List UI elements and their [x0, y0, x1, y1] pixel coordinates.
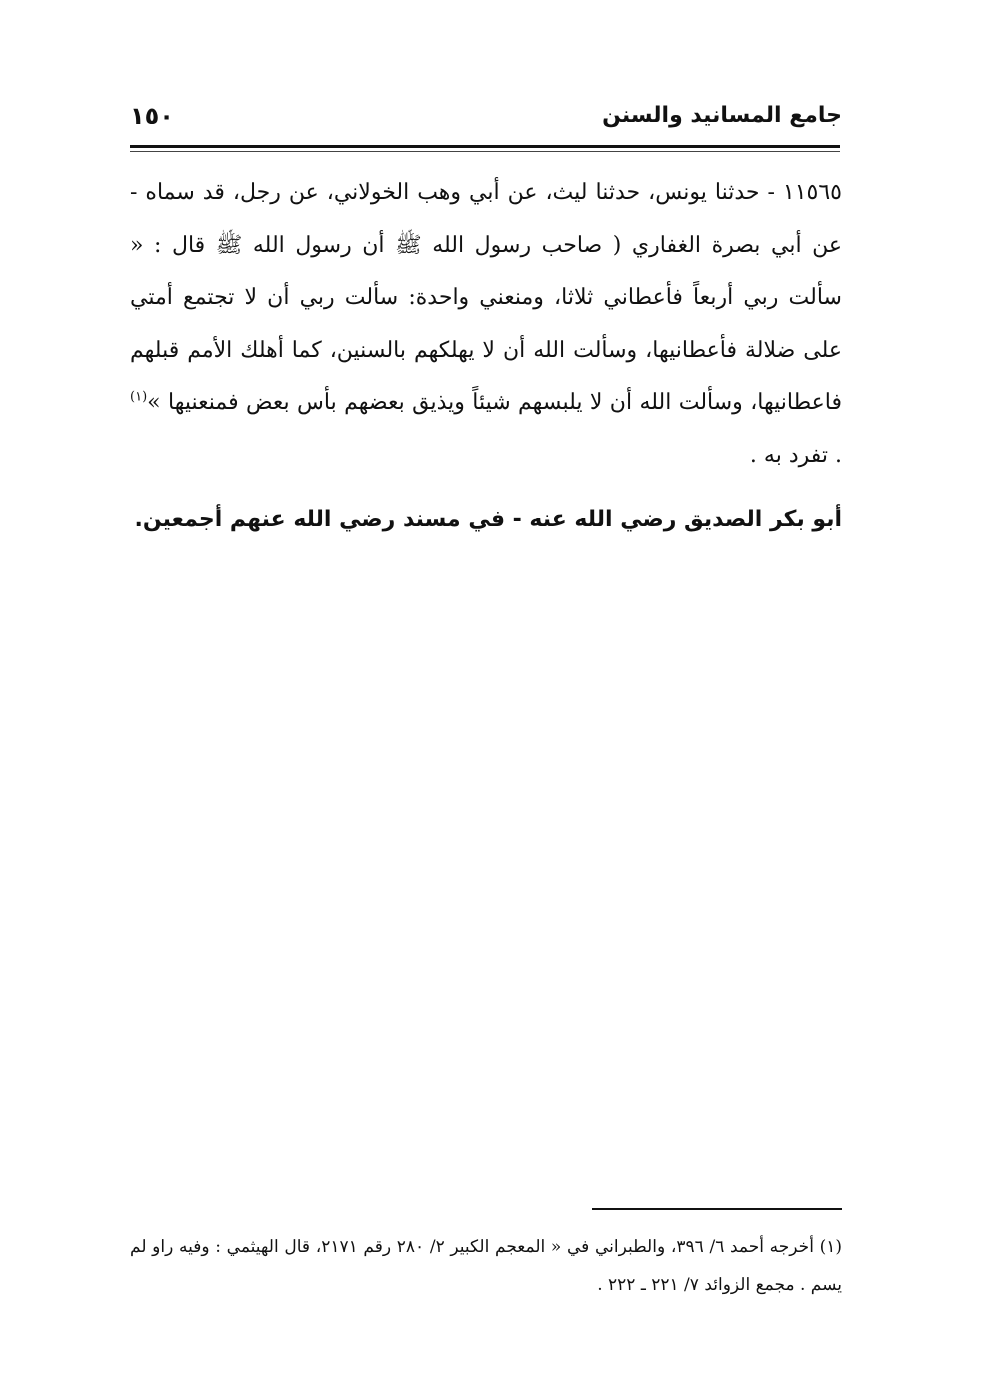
page-number: ١٥٠ [130, 102, 174, 130]
section-heading: أبو بكر الصديق رضي الله عنه - في مسند رضي الله عنهم أجمعين. [134, 507, 842, 532]
running-title: جامع المسانيد والسنن [602, 103, 842, 128]
hadith-text: ١١٥٦٥ - حدثنا يونس، حدثنا ليث، عن أبي وهب الخولاني، عن رجل، قد سماه - عن أبي بصرة الغفاري ( صاحب رسول الله ﷺ أن رسول الله ﷺ قال : « سألت ربي أربعاً فأعطاني ثلاثا، ومنعني واحدة: سألت ربي أن لا تجتمع أمتي على ضلالة فأعطانيها، وسألت الله أن لا يهلكهم بالسنين، كما أهلك الأمم قبلهم فاعطانيها، وسألت الله أن لا يلبسهم شيئاً ويذيق بعضهم بأس بعض فمنعنيها » [130, 180, 842, 415]
header-rule-thin [130, 151, 840, 152]
page-header [130, 96, 842, 136]
hadith-closing: . تفرد به . [749, 442, 842, 468]
footnote-text: (١) أخرجه أحمد ٦/ ٣٩٦، والطبراني في « المعجم الكبير ٢/ ٢٨٠ رقم ٢١٧١، قال الهيثمي : وفيه راو لم يسم . مجمع الزوائد ٧/ ٢٢١ ـ ٢٢٢ . [130, 1237, 843, 1295]
footnote-reference: (١) [130, 389, 148, 405]
footnote-separator [592, 1208, 842, 1210]
header-rule [130, 145, 840, 148]
hadith-paragraph [130, 167, 842, 482]
